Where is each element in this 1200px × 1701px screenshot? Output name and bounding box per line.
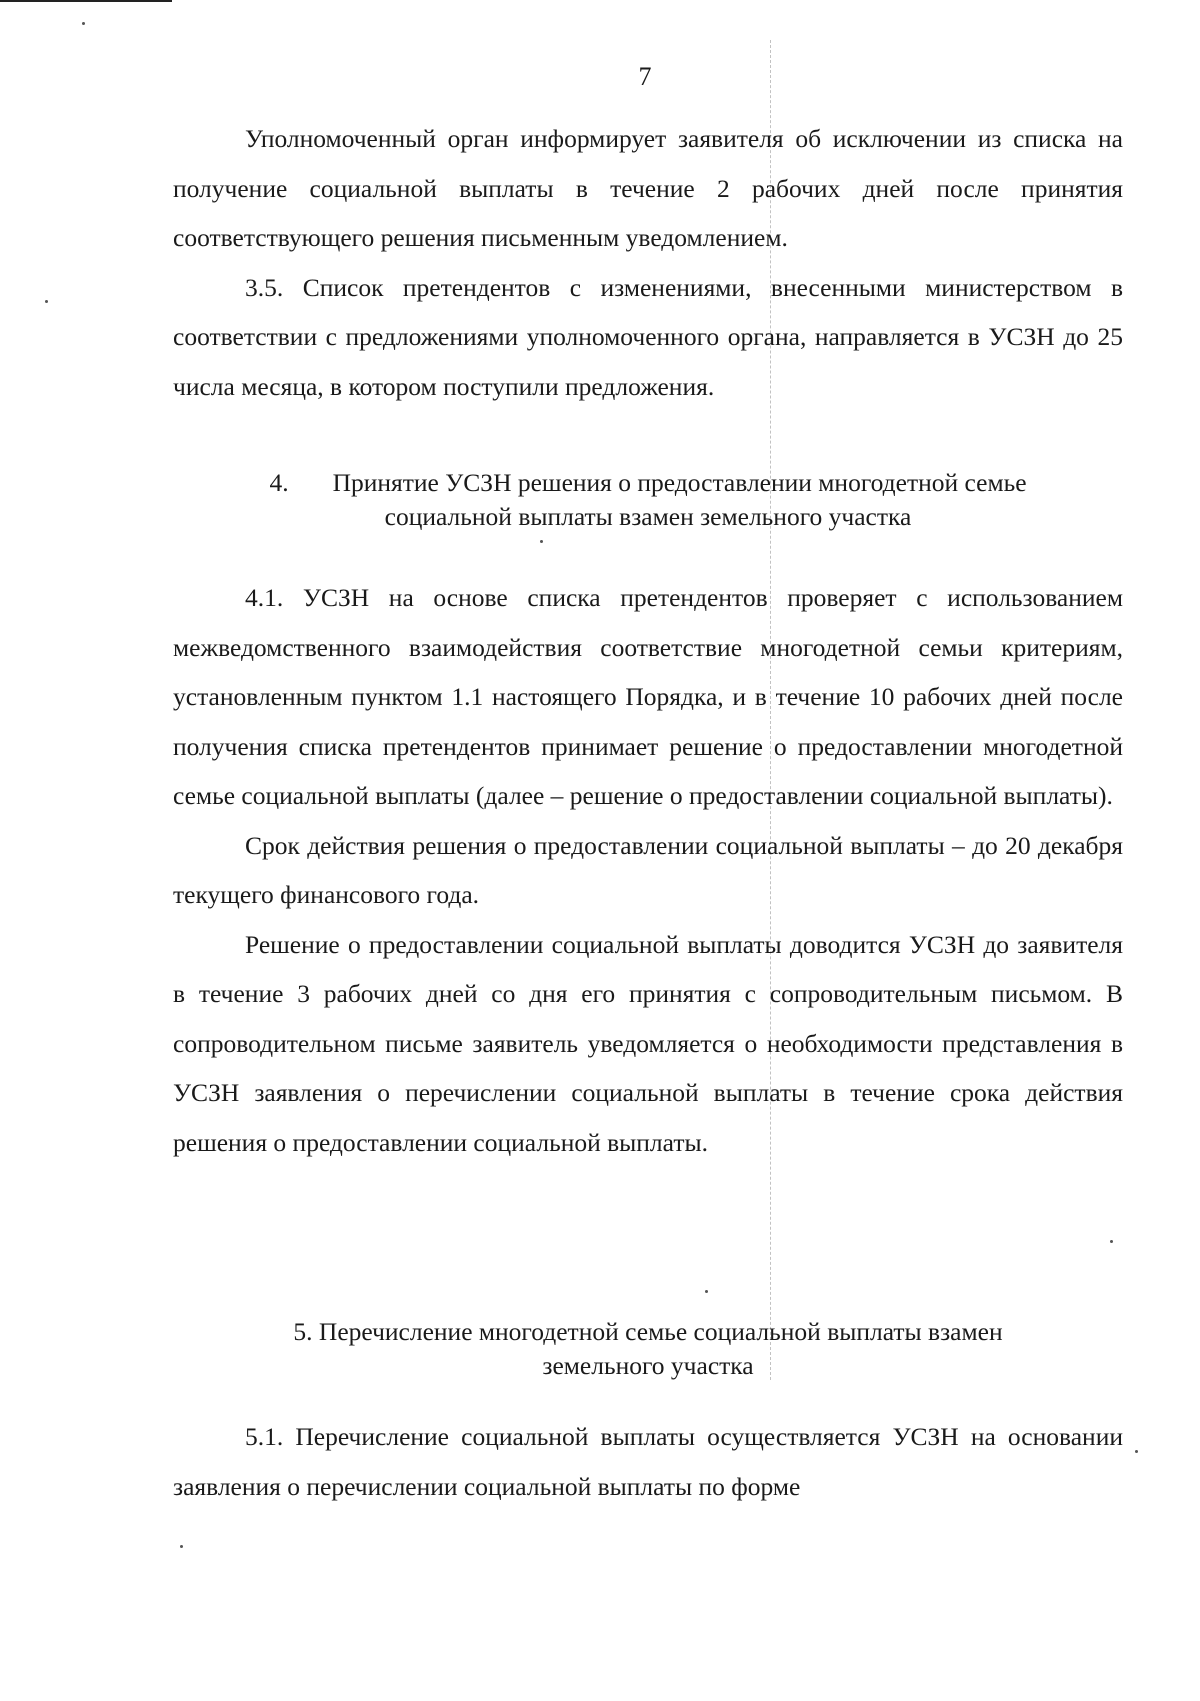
paragraph-5-1: 5.1. Перечисление социальной выплаты осуществляется УСЗН на основании заявления о перечислении социальной выплаты по форме [173, 1422, 1123, 1501]
section-4-heading-line1 [173, 466, 1123, 500]
paragraph-4-1: 4.1. УСЗН на основе списка претендентов проверяет с использованием межведомственного взаимодействия соответствие многодетной семьи критериям, установленным пунктом 1.1 настоящего Порядка, и в течение 10 рабочих дней после получения списка претендентов принимает решение о предоставлении многодетной семье социальной выплаты (далее – решение о предоставлении социальной выплаты). [173, 583, 1123, 810]
text-block-section-5 [173, 1412, 1123, 1511]
page-number: 7 [638, 62, 652, 91]
scan-speck [1135, 1450, 1138, 1453]
section-5-title-line1: 5. Перечисление многодетной семье социальной выплаты взамен [293, 1317, 1003, 1346]
section-5-heading [173, 1315, 1123, 1383]
scan-speck [82, 22, 85, 25]
scan-speck [1110, 1240, 1113, 1243]
scan-speck [180, 1545, 183, 1548]
section-5-title-line2: земельного участка [542, 1351, 754, 1380]
scan-speck [45, 300, 48, 303]
text-block-top [173, 114, 1123, 411]
scan-speck [540, 540, 543, 543]
section-4-title-line2: социальной выплаты взамен земельного участка [384, 502, 912, 531]
section-4-heading [173, 466, 1123, 534]
scan-speck [705, 1290, 708, 1293]
section-4-title-line1: Принятие УСЗН решения о предоставлении многодетной семье [332, 468, 1027, 497]
section-4-number: 4. [269, 468, 289, 497]
paragraph-notification: Решение о предоставлении социальной выплаты доводится УСЗН до заявителя в течение 3 рабочих дней со дня его принятия с сопроводительным письмом. В сопроводительном письме заявитель уведомляется о необходимости представления в УСЗН заявления о перечислении социальной выплаты в течение срока действия решения о предоставлении социальной выплаты. [173, 929, 1123, 1157]
text-block-section-4 [173, 573, 1123, 1167]
paragraph-exclusion-notice: Уполномоченный орган информирует заявителя об исключении из списка на получение социальной выплаты в течение 2 рабочих дней после принятия соответствующего решения письменным уведомлением. [173, 124, 1123, 252]
paragraph-3-5: 3.5. Список претендентов с изменениями, внесенными министерством в соответствии с предложениями уполномоченного органа, направляется в УСЗН до 25 числа месяца, в котором поступили предложения. [173, 272, 1123, 401]
scan-edge-line [0, 0, 172, 2]
paragraph-validity: Срок действия решения о предоставлении социальной выплаты – до 20 декабря текущего финансового года. [173, 830, 1123, 909]
